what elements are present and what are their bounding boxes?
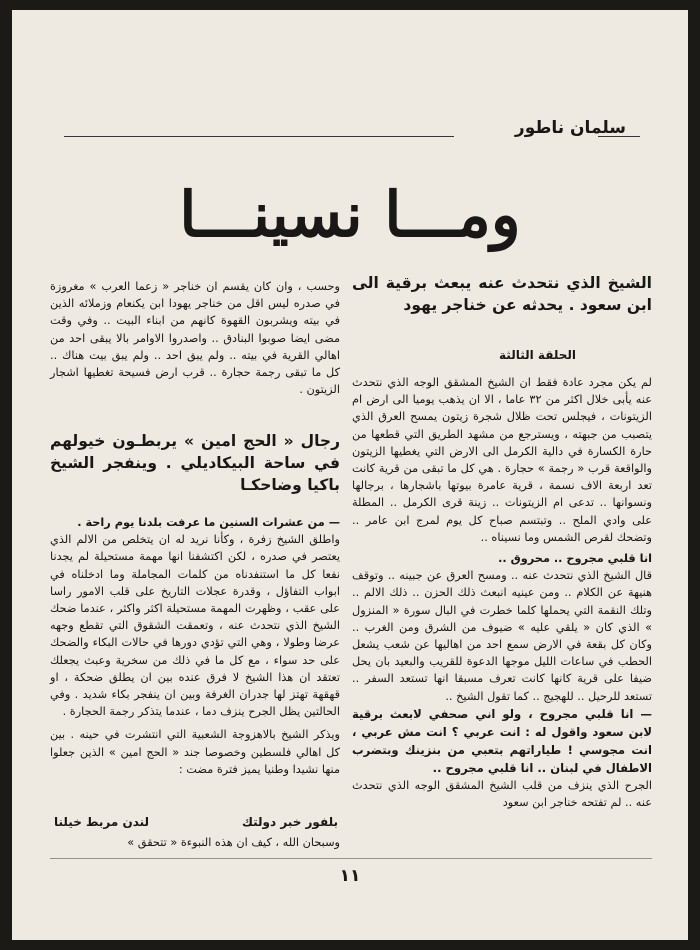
right-paragraph-3: الجرح الذي ينزف من قلب الشيخ المشقق الوجه الذي نتحدث عنه .. لم تفتحه خناجر ابن سعود (352, 778, 652, 810)
left-paragraph-3: ويذكر الشيخ بالاهزوجة الشعبية التي انتشرت في حينه . بين كل اهالي فلسطين وخصوصا جند « الحج امين » الذين جعلوا منها نشيدا وطنيا يميز فترة مضت : (50, 728, 340, 776)
left-paragraph-2: واطلق الشيخ زفرة ، وكأنا نريد له ان يتخلص من الالم الذي يعتصر في صدره ، لكن اكتشفنا انها مهمة مستحيلة لم يجدنا نفعا كل ما استنفدناه من كلمات المجاملة وما ادخلناه في ابواب التفاؤل ، وقدرة عجلات التاريخ على قلب الامور راسا على عقب ، وظهرت المهمة مستحيلة اكثر واكثر ، عندما ضحك الشيخ الذي نتحدث عنه ، وتعمقت الشقوق التي تقطع وجهه عرضا وطولا ، وهي التي تؤدي دورها في حالات البكاء والضحك على حد سواء ، مع كل ما في ذلك من سخرية وعبث يجعلك تعتقد ان هذا الشيخ لا فرق عنده بين ان يطلق ضحكة ، او قهقهة تهتز لها جدران الغرفة وبين ان ينفجر بكاء شديد . وفي الحالتين يظل الجرح ينزف دما ، عندما يتذكر رجمة الحجارة . (50, 533, 340, 719)
author-rule-left (64, 136, 454, 137)
section-label: الحلقة الثالثة (499, 348, 576, 362)
right-bold-paragraph: — انا قلبي مجروح ، ولو اني صحفي لابعث برقية لابن سعود واقول له : انت عربي ؟ انت مش عربي ، انت مجوسي ! طياراتهم بتعبي من بنزينك وبتضرب الاطفال في لبنان .. انا قلبي مجروح .. (352, 706, 652, 775)
left-paragraph-4: وسبحان الله ، كيف ان هذه النبوءة « تتحقق » (127, 836, 340, 849)
page-number: ١١ (339, 866, 361, 886)
magazine-page (12, 10, 688, 940)
right-paragraph-1: لم يكن مجرد عادة فقط ان الشيخ المشقق الوجه الذي نتحدث عنه يأبى خلال اكثر من ٣٢ عاما ، الا ان يذهب يوميا الى ارض ام الزيتونات ، فيجلس تحت ظلال شجرة زيتون يمسح العرق الذي يتصبب من جبهته ، ويسترجع من مشهد الطريق التي قطعها من حارة الكسارة في دالية الكرمل الى الارض التي يغطيها الزيتون والواقعة قرب « رجمة » حجارة . هي كل ما تبقى من قرية كانت تعد اربعة الاف نسمة ، قرية عامرة بيوتها باشجارها ، برجالها ونسوانها .. تدعى ام الزيتونات .. زينة قرى الكرمل .. المطلة على وادي الملح .. وتبتسم صباح كل يوم لمرج ابن عامر .. وتضحك لقرص الشمس وما نسيناه .. (352, 376, 652, 544)
section-label-wrap (352, 344, 652, 363)
right-bullet-1: انا قلبي مجروح .. محروق .. (498, 552, 652, 566)
left-paragraph-1: وحسب ، وان كان يقسم ان خناجر « زعما العرب » مغروزة في صدره ليس اقل من خناجر يهودا ابن يكنعام وزملائه الذين في بيته ويشربون القهوة كانهم من ابناء البيت .. وفي وقت مضى ايضا صوبوا البنادق .. واصدروا الاوامر بالا يبقى احد من اهالي القرية في بيته .. ولم يبق احد .. ولم يبق بيت هناك .. كل ما تبقى رجمة حجارة .. قرب ارض فسيحة تغطيها اشجار الزيتون . (50, 280, 340, 397)
verse-left: لندن مربط خيلنا (54, 815, 150, 829)
left-subtitle: رجال « الحج امين » يربطـون خيولهم في ساحة البيكاديلي . وينفجر الشيخ باكيا وضاحكـا (50, 432, 340, 494)
article-title: ومـــا نسينـــا (179, 178, 521, 251)
footer-rule (50, 858, 652, 859)
verse-right: بلفور خبر دولتك (241, 815, 338, 829)
left-column-body (50, 514, 340, 778)
right-subtitle: الشيخ الذي نتحدث عنه يبعث برقية الى ابن سعود . يحدثه عن خناجر يهود (352, 274, 652, 314)
left-bullet-1: — من عشرات السنين ما عرفت بلدنا يوم راحة . (77, 516, 340, 529)
author-name: سلمان ناطور (514, 118, 626, 138)
song-verse (54, 815, 338, 829)
right-paragraph-2: قال الشيخ الذي نتحدث عنه .. ومسح العرق عن جبينه .. وتوقف هنيهة عن الكلام .. ومن عينيه انبعث ذلك الحزن .. ذلك الالم .. وتلك النقمة التي يحملها كلما خطرت في البال سورة « المنزول » الذي كان « يلقي عليه » ضيوف من الشرق ومن الغرب .. وكان كل بقعة في الارض سمع احد من اهاليها عن شعب يشعل الحطب في ساعات الليل موجها الدعوة للقريب والبعيد بان يحل ضيفا على قرية كانها كانت تعرف مسبقا انها تستعد السفر .. تستعد للرحيل .. للهجيج .. كما تقول الشيخ .. (352, 569, 652, 703)
right-column-body (352, 374, 652, 811)
